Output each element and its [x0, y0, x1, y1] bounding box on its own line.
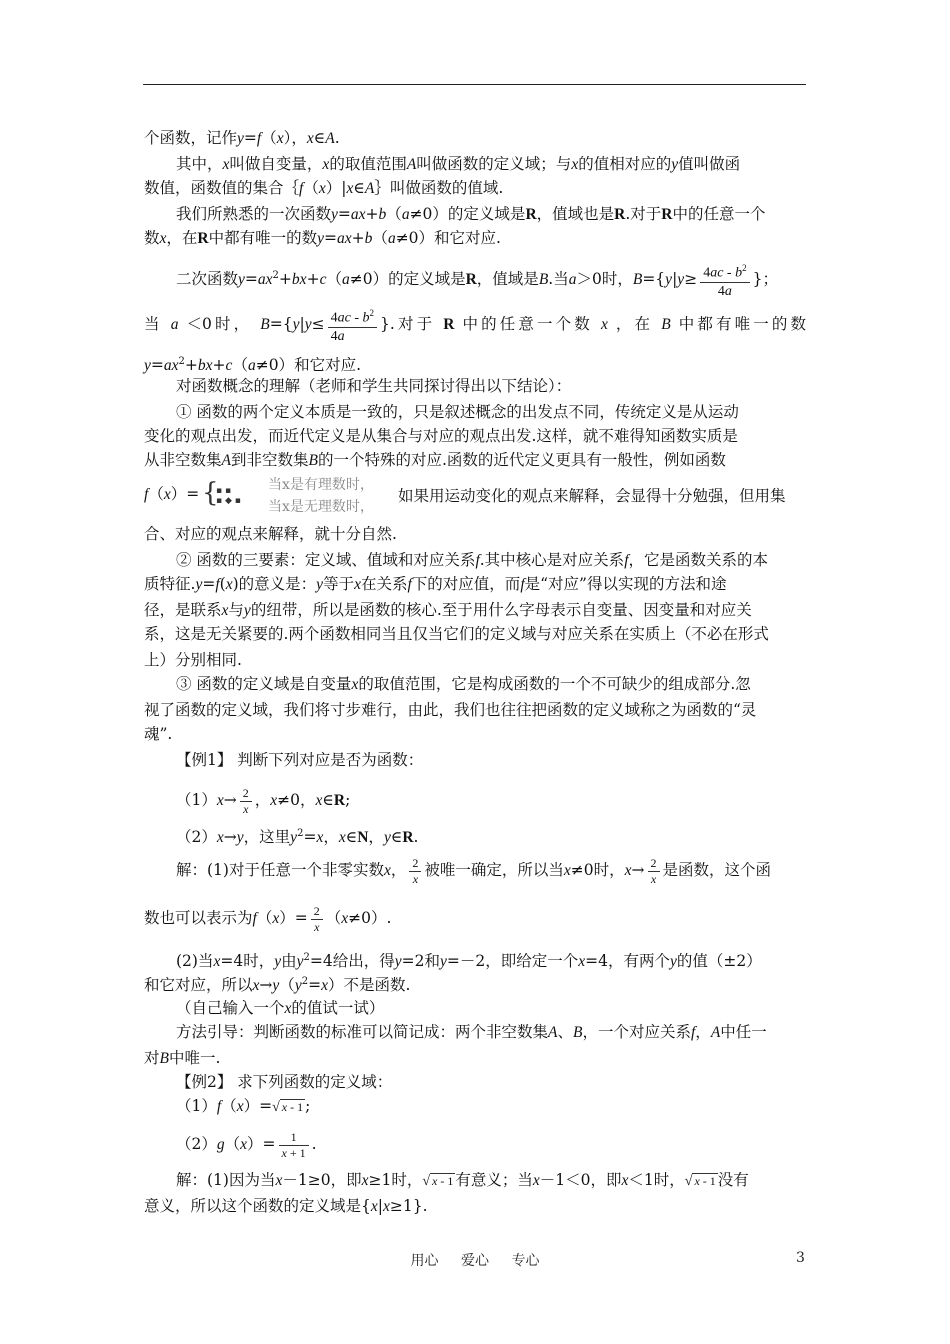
method-guide: 对B中唯一.	[144, 1049, 221, 1067]
text-line: ② 函数的三要素：定义域、值域和对应关系f.其中核心是对应关系f，它是函数关系的本	[176, 551, 769, 569]
text-line: 系，这是无关紧要的.两个函数相同当且仅当它们的定义域与对应关系在实质上（不必在形式	[144, 625, 769, 643]
text-line: 其中，x叫做自变量，x的取值范围A叫做函数的定义域；与x的值相对应的y值叫做函	[176, 155, 741, 173]
sqrt-expression: √ x - 1	[684, 1173, 716, 1189]
page-footer: 用心 爱心 专心	[410, 1253, 540, 1269]
text-line: 当 a ＜0时， B={y|y≤ $\frac{4ac - b^2}{4a}$ }.对于 R 中的任意一个数 x ，在 B 中都有唯一的数	[144, 302, 806, 346]
fraction: $\frac{2}{x}$	[648, 856, 660, 887]
sqrt-expression: √ x - 1	[422, 1173, 454, 1189]
example-2-item-1: （1）f（x）=√ x - 1 ;	[176, 1096, 806, 1118]
text-line: 对函数概念的理解（老师和学生共同探讨得出以下结论）：	[176, 377, 572, 395]
text-line: 数值，函数值的集合｛f（x）|x∈A｝叫做函数的值域.	[144, 179, 504, 197]
fraction: $\frac{2}{x}$	[240, 786, 252, 817]
solution-line: 意义，所以这个函数的定义域是{x|x≥1}.	[144, 1197, 428, 1215]
fraction: $\frac{2}{x}$	[311, 904, 323, 935]
sqrt-expression: √ x - 1	[272, 1099, 304, 1115]
solution-line: （自己输入一个x的值试一试）	[176, 999, 385, 1017]
piecewise-case-2: 当x是无理数时，	[268, 499, 374, 515]
fraction: $\frac{4ac - b^2}{4a}$	[700, 259, 749, 302]
text-line: ① 函数的两个定义本质是一致的，只是叙述概念的出发点不同，传统定义是从运动	[176, 403, 739, 421]
page-number: 3	[796, 1250, 805, 1266]
text-line: 个函数，记作y=f（x），x∈A.	[144, 129, 340, 147]
fraction: $\frac{4ac - b^2}{4a}$	[328, 304, 377, 347]
text-line: 变化的观点出发，而近代定义是从集合与对应的观点出发.这样，就不难得知函数实质是	[144, 427, 738, 445]
fraction: $\frac{2}{x}$	[409, 856, 421, 887]
solution-line: 数也可以表示为f（x）= $\frac{2}{x}$ （x≠0）.	[144, 903, 392, 934]
solution-line: 解：(1)因为当x－1≥0，即x≥1时，√ x - 1 有意义；当x－1＜0，即x＜1时，√ x - 1 没有	[176, 1170, 806, 1192]
text-line: ③ 函数的定义域是自变量x的取值范围，它是构成函数的一个不可缺少的组成部分.忽	[176, 675, 751, 693]
text-line: 质特征.y=f(x)的意义是：y等于x在关系f下的对应值，而f是“对应”得以实现的方法和途	[144, 575, 727, 593]
text-line: 我们所熟悉的一次函数y=ax+b（a≠0）的定义域是R，值域也是R.对于R中的任意一个	[176, 205, 766, 223]
text-line: 魂”.	[144, 725, 173, 743]
text-line: 数x，在R中都有唯一的数y=ax+b（a≠0）和它对应.	[144, 229, 501, 247]
piecewise-values: ▪ ▪ ▪ ◆ ▪	[216, 486, 241, 506]
solution-line: (2)当x=4时，y由$y^2=4$给出，得y=2和y=－2，即给定一个x=4，有两个y的值（±2）	[176, 952, 762, 971]
header-rule	[143, 84, 806, 85]
example-2-title: 【例2】 求下列函数的定义域：	[176, 1073, 393, 1091]
example-1-item-2: （2）x→y，这里$y^2=x$，x∈N，y∈R.	[176, 828, 419, 847]
text-line: $y=ax^2+bx+c(a\ne 0)$和它对应.	[144, 356, 361, 375]
text-line: 径，是联系x与y的纽带，所以是函数的核心.至于用什么字母表示自变量、因变量和对应关	[144, 601, 752, 619]
piecewise-case-1: 当x是有理数时，	[268, 477, 374, 493]
text-line: 视了函数的定义域，我们将寸步难行，由此，我们也往往把函数的定义域称之为函数的“灵	[144, 701, 757, 719]
text-line: 如果用运动变化的观点来解释，会显得十分勉强，但用集	[398, 487, 786, 505]
example-1-title: 【例1】 判断下列对应是否为函数：	[176, 751, 424, 769]
fraction: $\frac{1}{x + 1}$	[279, 1130, 309, 1161]
text-line: 二次函数$y=ax^2+bx+c(a\ne 0)$的定义域是R，值域是B.当a＞0时，B={y|y≥ $\frac{4ac - b^2}{4a}$ }；	[176, 254, 806, 298]
example-1-item-1: （1）x→ $\frac{2}{x}$ ，x≠0，x∈R;	[176, 785, 351, 816]
method-guide: 方法引导：判断函数的标准可以简记成：两个非空数集A、B，一个对应关系f，A中任一	[176, 1023, 767, 1041]
solution-line: 解：(1)对于任意一个非零实数x， $\frac{2}{x}$ 被唯一确定，所以当x≠0时，x→ $\frac{2}{x}$ 是函数，这个函	[176, 855, 772, 886]
piecewise-label: f（x）=	[144, 485, 200, 503]
text-line: 上）分别相同.	[144, 651, 242, 669]
text-line: 合、对应的观点来解释，就十分自然.	[144, 525, 397, 543]
example-2-item-2: （2）g（x）= $\frac{1}{x + 1}$ .	[176, 1129, 317, 1160]
solution-line: 和它对应，所以$x\to y(y^2=x)$不是函数.	[144, 976, 411, 995]
text-line: 从非空数集A到非空数集B的一个特殊的对应.函数的近代定义更具有一般性，例如函数	[144, 451, 726, 469]
brace-icon: {	[202, 478, 219, 508]
